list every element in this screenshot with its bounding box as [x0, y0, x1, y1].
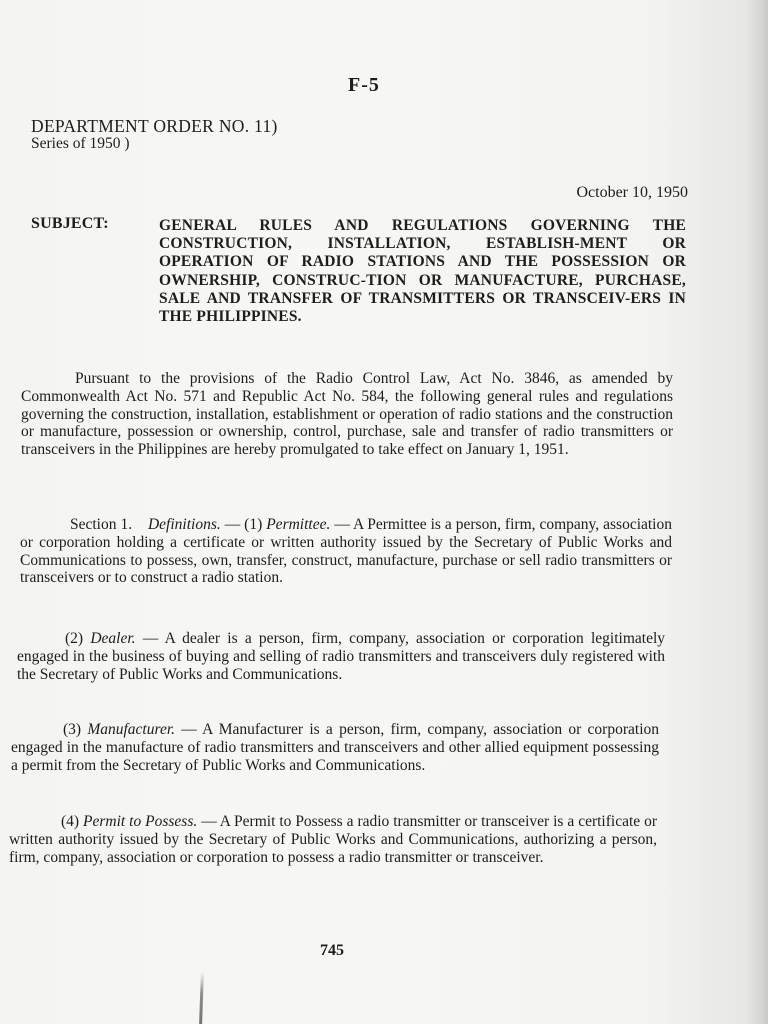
order-date: October 10, 1950 [576, 184, 688, 201]
definition-term: Permittee. [266, 516, 331, 533]
subject-label: SUBJECT: [31, 215, 109, 232]
definition-text: — A Manufacturer is a person, firm, company, association or corporation engaged in the manufacture of radio transmitters and transceivers and other allied equipment possessing a permit from the Secretary of Public Works and Communications. [11, 721, 659, 774]
subject-text: GENERAL RULES AND REGULATIONS GOVERNING THE CONSTRUCTION, INSTALLATION, ESTABLISH-MENT OR OPERATION OF RADIO STATIONS AND THE POSSESSION OR OWNERSHIP, CONSTRUC-TION OR MANUFACTURE, PURCHASE, SALE AND TRANSFER OF TRANSMITTERS OR TRANSCEIV-ERS IN THE PHILIPPINES. [159, 217, 686, 326]
section-heading: Definitions. [147, 516, 221, 533]
section-label: Section 1. [70, 516, 133, 533]
definition-term: Manufacturer. [87, 721, 176, 738]
definition-text: — A Permit to Possess a radio transmitter or transceiver is a certificate or written authority issued by the Secretary of Public Works and Communications, authorizing a person, firm, company, association or corporation to possess a radio transmitter or transceiver. [9, 813, 657, 866]
definition-number: (3) [63, 721, 88, 738]
definition-term: Permit to Possess. [83, 813, 198, 830]
definition-paragraph-manufacturer [11, 721, 659, 774]
section-1-paragraph [20, 516, 672, 587]
form-code: F-5 [348, 74, 380, 96]
definition-paragraph-dealer [17, 630, 665, 683]
page-crease [199, 972, 204, 1024]
page-number: 745 [320, 942, 344, 959]
definition-term: Dealer. [90, 630, 136, 647]
definition-paragraph-permit-to-possess [9, 813, 657, 866]
intro-paragraph: Pursuant to the provisions of the Radio Control Law, Act No. 3846, as amended by Commonwealth Act No. 571 and Republic Act No. 584, the following general rules and regulations governing the construction, installation, establishment or operation of radio stations and the construction or manufacture, possession or ownership, control, purchase, sale and transfer of radio transmitters or transceivers in the Philippines are hereby promulgated to take effect on January 1, 1951. [21, 370, 673, 459]
order-series: Series of 1950 ) [31, 135, 130, 152]
definition-text: — A Permittee is a person, firm, company, association or corporation holding a certificate or written authority issued by the Secretary of Public Works and Communications to possess, own, transfer, construct, manufacture, purchase or sell radio transmitters or transceivers or to construct a radio station. [20, 516, 672, 587]
page-edge-shadow [746, 0, 768, 1024]
definition-number: (4) [61, 813, 84, 830]
section-dash: — (1) [220, 516, 267, 533]
definition-text: — A dealer is a person, firm, company, association or corporation legitimately engaged in the business of buying and selling of radio transmitters and transceivers duly registered with the Secretary of Public Works and Communications. [17, 630, 666, 683]
order-title: DEPARTMENT ORDER NO. 11) [31, 116, 278, 136]
definition-number: (2) [65, 630, 91, 647]
